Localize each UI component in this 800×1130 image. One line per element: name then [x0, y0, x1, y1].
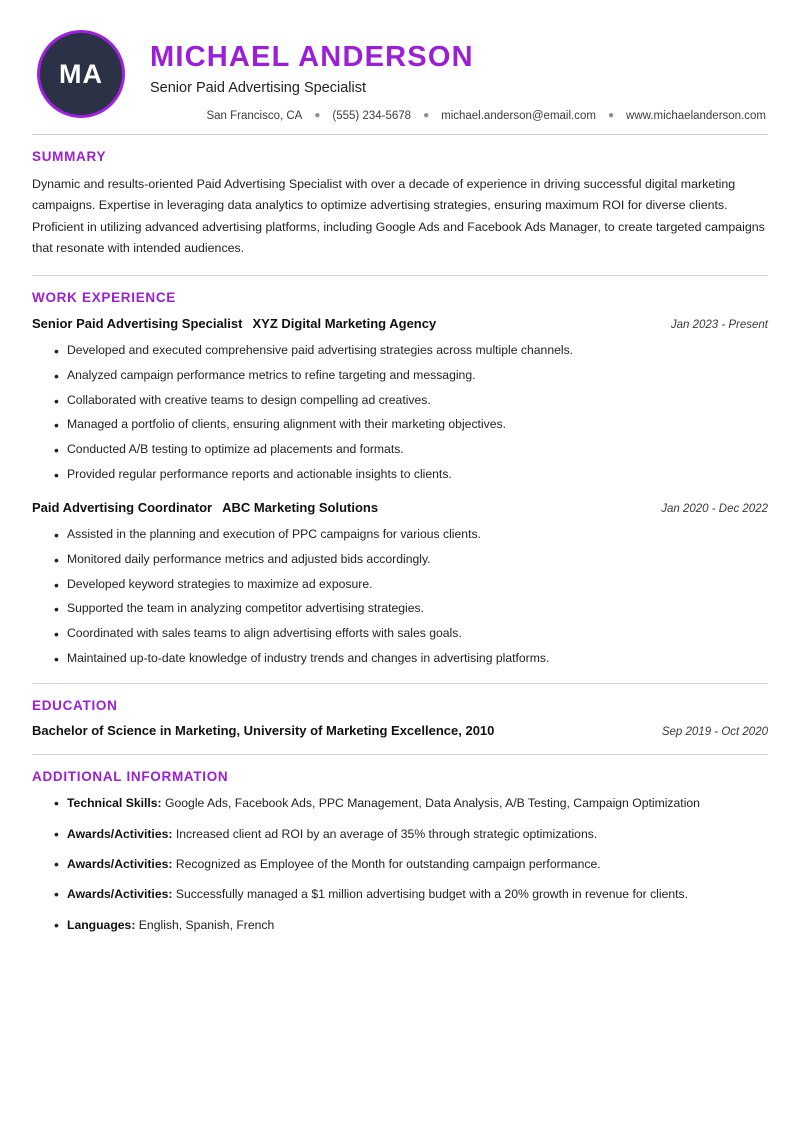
experience-job-title: Senior Paid Advertising Specialist	[32, 316, 243, 332]
contact-website[interactable]: www.michaelanderson.com	[626, 109, 766, 122]
additional-label: Awards/Activities:	[67, 826, 173, 841]
education-degree: Bachelor of Science in Marketing, University of Marketing Excellence, 2010	[32, 723, 495, 739]
experience-item-titles	[32, 499, 378, 517]
experience-item	[32, 499, 768, 667]
list-item: • Provided regular performance reports and actionable insights to clients.	[54, 466, 768, 484]
experience-section	[32, 276, 768, 667]
additional-value: Increased client ad ROI by an average of 35% through strategic optimizations.	[175, 826, 598, 841]
separator-dot: ●	[314, 110, 321, 122]
summary-text: Dynamic and results-oriented Paid Advertising Specialist with over a decade of experience in driving successful digital marketing campaigns. Expertise in leveraging data analytics to optimize advertising strategies, ensuring maximum ROI for diverse clients. Proficient in utilizing advanced advertising platforms, including Google Ads and Facebook Ads Manager, to create targeted campaigns that resonate with intended audiences.	[32, 176, 765, 255]
list-item: • Managed a portfolio of clients, ensuring alignment with their marketing objectives.	[54, 416, 768, 434]
additional-label: Awards/Activities:	[67, 857, 173, 872]
education-heading: EDUCATION	[32, 698, 118, 714]
contact-location: San Francisco, CA	[206, 109, 303, 122]
list-item	[54, 855, 768, 873]
additional-list	[32, 794, 768, 933]
list-item: • Assisted in the planning and execution of PPC campaigns for various clients.	[54, 526, 768, 544]
experience-item	[32, 315, 768, 483]
list-item	[54, 825, 768, 843]
experience-job-title: Paid Advertising Coordinator	[32, 500, 213, 516]
additional-section	[32, 755, 768, 933]
experience-item-header	[32, 315, 768, 333]
additional-value: Recognized as Employee of the Month for outstanding campaign performance.	[175, 857, 601, 872]
experience-item-titles	[32, 315, 436, 333]
experience-heading: WORK EXPERIENCE	[32, 290, 177, 306]
list-item: • Conducted A/B testing to optimize ad placements and formats.	[54, 441, 768, 459]
experience-company: ABC Marketing Solutions	[222, 500, 379, 516]
additional-value: Google Ads, Facebook Ads, PPC Management, Data Analysis, A/B Testing, Campaign Optimization	[165, 796, 700, 811]
list-item: • Supported the team in analyzing competitor advertising strategies.	[54, 600, 768, 618]
experience-bullets	[32, 526, 768, 667]
list-item: • Analyzed campaign performance metrics to refine targeting and messaging.	[54, 367, 768, 385]
list-item: • Developed keyword strategies to maximize ad exposure.	[54, 576, 768, 594]
additional-label: Technical Skills:	[67, 796, 162, 811]
additional-value: English, Spanish, French	[138, 917, 275, 932]
header-text	[130, 26, 768, 126]
list-item: • Coordinated with sales teams to align advertising efforts with sales goals.	[54, 625, 768, 643]
avatar: MA	[37, 30, 125, 118]
additional-label: Awards/Activities:	[67, 887, 173, 902]
additional-heading: ADDITIONAL INFORMATION	[32, 769, 229, 785]
education-item	[32, 723, 768, 738]
separator-dot: ●	[607, 110, 615, 122]
list-item	[54, 916, 768, 934]
page-title: MICHAEL ANDERSON	[150, 41, 474, 73]
experience-item-header	[32, 499, 768, 517]
list-item: • Collaborated with creative teams to design compelling ad creatives.	[54, 392, 768, 410]
education-dates: Sep 2019 - Oct 2020	[661, 726, 768, 739]
resume-header	[32, 26, 768, 135]
list-item	[54, 885, 768, 903]
contact-phone: (555) 234-5678	[332, 109, 412, 122]
additional-label: Languages:	[67, 917, 136, 932]
list-item: • Developed and executed comprehensive paid advertising strategies across multiple channels.	[54, 342, 768, 360]
list-item: • Maintained up-to-date knowledge of industry trends and changes in advertising platforms.	[54, 650, 768, 668]
summary-section	[32, 135, 768, 259]
experience-company: XYZ Digital Marketing Agency	[252, 316, 437, 332]
job-title-subheading: Senior Paid Advertising Specialist	[150, 79, 367, 96]
experience-dates: Jan 2023 - Present	[670, 319, 768, 332]
separator-dot: ●	[423, 110, 430, 122]
list-item	[54, 794, 768, 812]
list-item: • Monitored daily performance metrics and adjusted bids accordingly.	[54, 551, 768, 569]
contact-email[interactable]: michael.anderson@email.com	[441, 109, 596, 122]
additional-value: Successfully managed a $1 million advertising budget with a 20% growth in revenue for clients.	[175, 887, 688, 902]
avatar-container	[32, 26, 130, 118]
experience-dates: Jan 2020 - Dec 2022	[661, 503, 768, 516]
contact-info	[150, 110, 768, 126]
education-section	[32, 684, 768, 738]
experience-bullets	[32, 342, 768, 483]
summary-heading: SUMMARY	[32, 148, 107, 164]
